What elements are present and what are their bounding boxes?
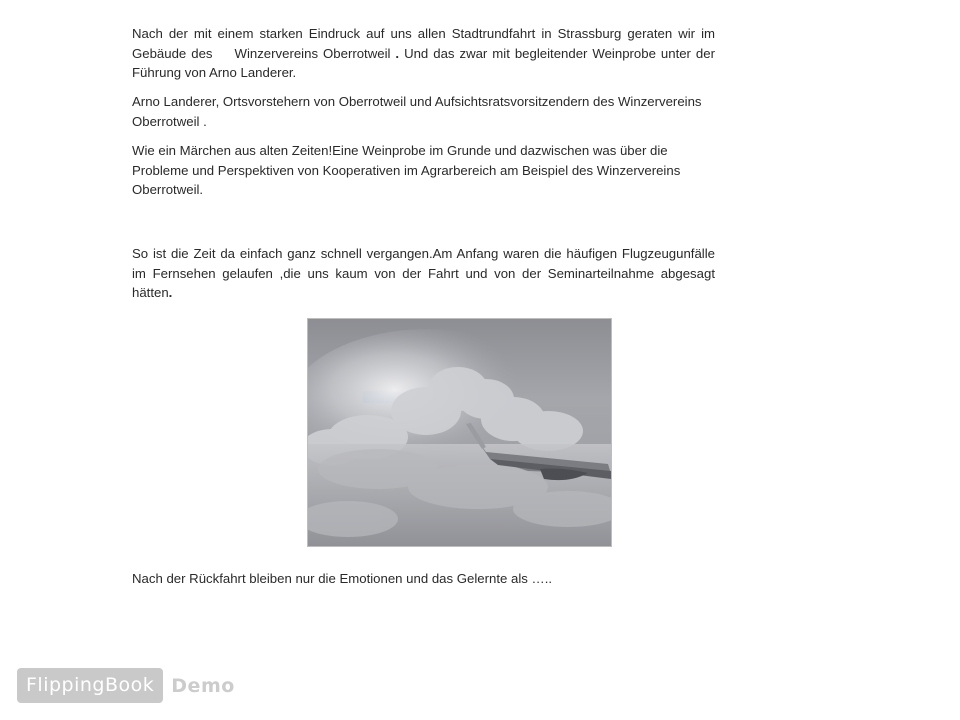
paragraph-rueckfahrt: Nach der Rückfahrt bleiben nur die Emotionen und das Gelernte als ….. [132,571,553,586]
flippingbook-watermark [17,668,235,703]
paragraph-arno-landerer: Arno Landerer, Ortsvorstehern von Oberrotweil und Aufsichtsratsvorsitzendern des Winzervereins Oberrotweil . [132,94,702,129]
paragraph-intro [132,24,715,83]
paragraph-intro-continuation: Und das zwar mit begleitender Weinprobe unter der Führung von Arno Landerer. [132,45,715,80]
paragraph-zeit-text: So ist die Zeit da einfach ganz schnell vergangen.Am Anfang waren die häufigen Flugzeugunfälle im Fernsehen gelaufen ,die uns kaum von der Fahrt und von der Seminarteilnahme abgesagt hätten [132,246,715,300]
demo-label: Demo [171,674,235,697]
paragraph-intro-period: . [395,45,400,61]
paragraph-weinprobe: Wie ein Märchen aus alten Zeiten!Eine Weinprobe im Grunde und dazwischen was über die Probleme und Perspektiven von Kooperativen im Agrarbereich am Beispiel des Winzervereins Oberrotweil. [132,143,681,197]
paragraph-intro-text: Nach der mit einem starken Eindruck auf uns allen Stadtrundfahrt in Strassburg geraten wir im Gebäude des [132,26,715,61]
winzerverein-name: Winzervereins Oberrotweil [234,45,391,61]
paragraph-zeit-vergangen [132,244,715,303]
airplane-clouds-photo [307,318,612,547]
paragraph-zeit-period: . [168,285,173,300]
flippingbook-logo: FlippingBook [17,668,163,703]
